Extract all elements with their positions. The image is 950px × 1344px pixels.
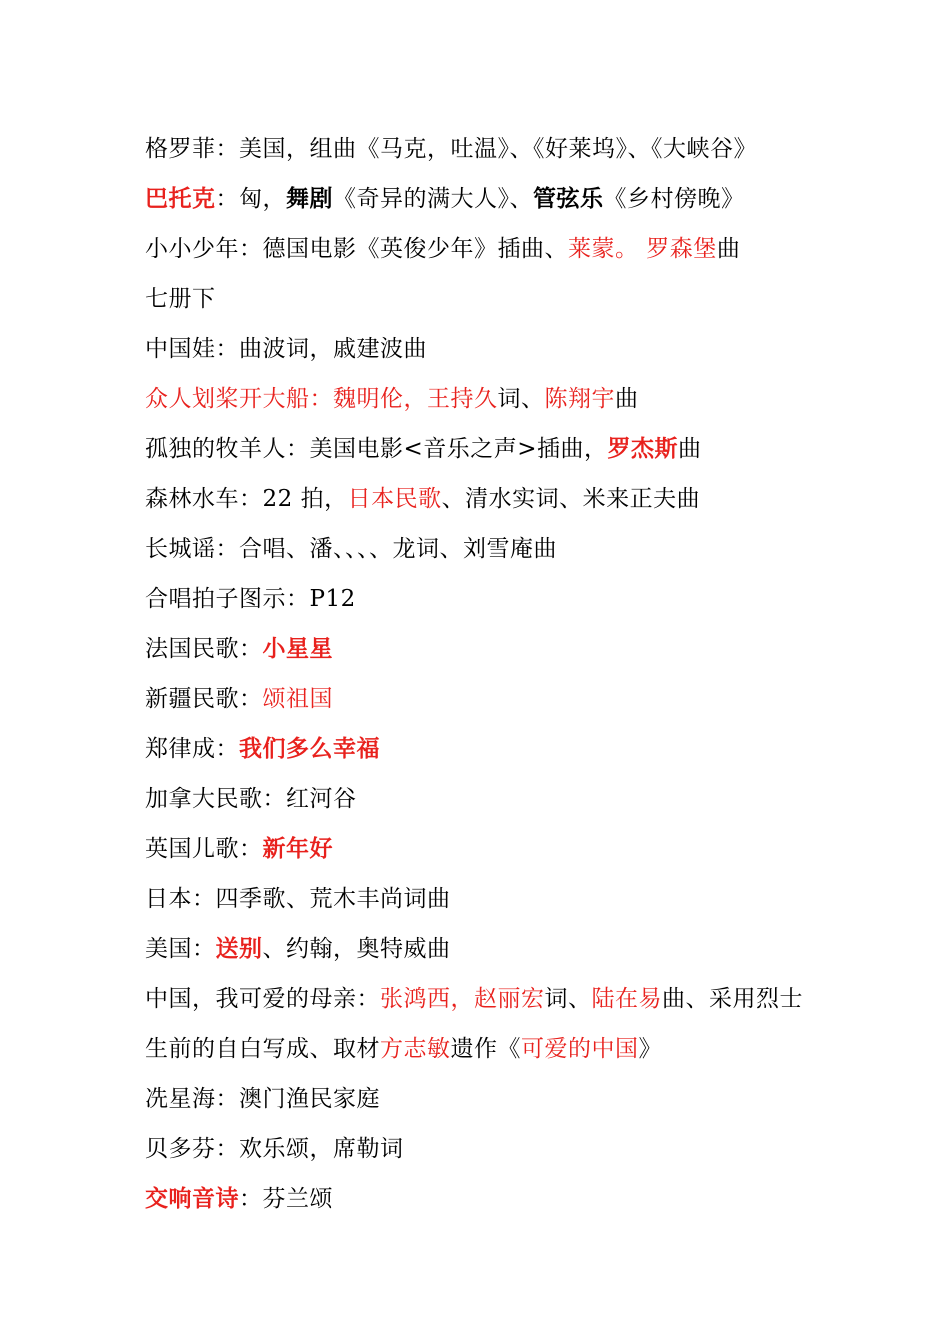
text-segment: 中国，我可爱的母亲： — [145, 986, 380, 1012]
highlighted-text: 罗杰斯 — [607, 436, 679, 462]
text-line — [145, 974, 825, 1024]
highlighted-text: 颂祖国 — [262, 686, 333, 712]
highlighted-text: 巴托克 — [145, 186, 216, 212]
text-line — [145, 624, 825, 674]
text-line — [145, 674, 825, 724]
text-segment: 冼星海：澳门渔民家庭 — [145, 1086, 380, 1112]
text-segment: 曲、采用烈士 — [662, 986, 803, 1012]
text-segment: 《乡村傍晚》 — [603, 186, 745, 212]
text-lines — [145, 124, 825, 1224]
highlighted-text: 张鸿西，赵丽宏 — [380, 986, 545, 1012]
text-segment: 七册下 — [145, 286, 216, 312]
highlighted-text: 我们多么幸福 — [239, 736, 380, 762]
text-segment: 长城谣：合唱、潘、、、、龙词、刘雪庵曲 — [145, 536, 557, 562]
text-segment: 郑律成： — [145, 736, 239, 762]
text-line — [145, 124, 825, 174]
text-line — [145, 1074, 825, 1124]
highlighted-text: 莱蒙。 罗森堡 — [568, 236, 717, 262]
text-line — [145, 724, 825, 774]
text-line — [145, 924, 825, 974]
highlighted-text: 小星星 — [262, 636, 333, 662]
highlighted-text: 交响音诗 — [145, 1186, 239, 1212]
text-segment: 美国： — [145, 936, 216, 962]
text-segment: 中国娃：曲波词，戚建波曲 — [145, 336, 427, 362]
text-segment: ：芬兰颂 — [239, 1186, 333, 1212]
text-segment: 遗作《 — [450, 1036, 521, 1062]
text-line — [145, 574, 825, 624]
text-line — [145, 374, 825, 424]
highlighted-text: 可爱的中国 — [521, 1036, 639, 1062]
text-line — [145, 174, 825, 224]
highlighted-text: 日本民歌 — [347, 486, 442, 512]
highlighted-text: 方志敏 — [380, 1036, 451, 1062]
text-segment: 管弦乐 — [533, 186, 604, 212]
text-segment: 生前的自白写成、取材 — [145, 1036, 380, 1062]
text-segment: 曲 — [716, 236, 741, 262]
text-segment: 日本：四季歌、荒木丰尚词曲 — [145, 886, 451, 912]
text-segment: 格罗菲：美国，组曲《马克，吐温》、《好莱坞》、《大峡谷》 — [145, 136, 757, 162]
text-segment: 孤独的牧羊人：美国电影<音乐之声>插曲， — [145, 436, 608, 462]
text-segment: 、约翰，奥特威曲 — [262, 936, 451, 962]
highlighted-text: 陆在易 — [591, 986, 662, 1012]
text-segment: 小小少年：德国电影《英俊少年》插曲、 — [145, 236, 568, 262]
text-line — [145, 274, 825, 324]
text-line — [145, 224, 825, 274]
text-segment: 森林水车：22 拍， — [145, 486, 348, 512]
text-line — [145, 1124, 825, 1174]
text-segment: 曲 — [615, 386, 639, 412]
text-segment: 合唱拍子图示：P12 — [145, 586, 356, 612]
text-line — [145, 474, 825, 524]
text-line — [145, 874, 825, 924]
text-segment: 词、 — [544, 986, 592, 1012]
highlighted-text: 新年好 — [262, 836, 333, 862]
text-segment: 法国民歌： — [145, 636, 263, 662]
text-line — [145, 1024, 825, 1074]
text-line — [145, 424, 825, 474]
text-segment: 《奇异的满大人》、 — [333, 186, 533, 212]
highlighted-text: 众人划桨开大船：魏明伦，王持久 — [145, 386, 498, 412]
text-segment: 词、 — [497, 386, 545, 412]
text-line — [145, 774, 825, 824]
text-segment: 》 — [638, 1036, 662, 1062]
text-line — [145, 824, 825, 874]
text-segment: 新疆民歌： — [145, 686, 263, 712]
text-segment: 、清水实词、米来正夫曲 — [441, 486, 701, 512]
text-line — [145, 324, 825, 374]
highlighted-text: 陈翔宇 — [544, 386, 615, 412]
text-segment: 贝多芬：欢乐颂，席勒词 — [145, 1136, 404, 1162]
highlighted-text: 送别 — [215, 936, 263, 962]
text-segment: 英国儿歌： — [145, 836, 263, 862]
text-line — [145, 524, 825, 574]
text-segment: 舞剧 — [286, 186, 333, 212]
text-segment: 曲 — [678, 436, 702, 462]
text-line — [145, 1174, 825, 1224]
text-segment: ：匈， — [215, 186, 286, 212]
text-segment: 加拿大民歌：红河谷 — [145, 786, 357, 812]
